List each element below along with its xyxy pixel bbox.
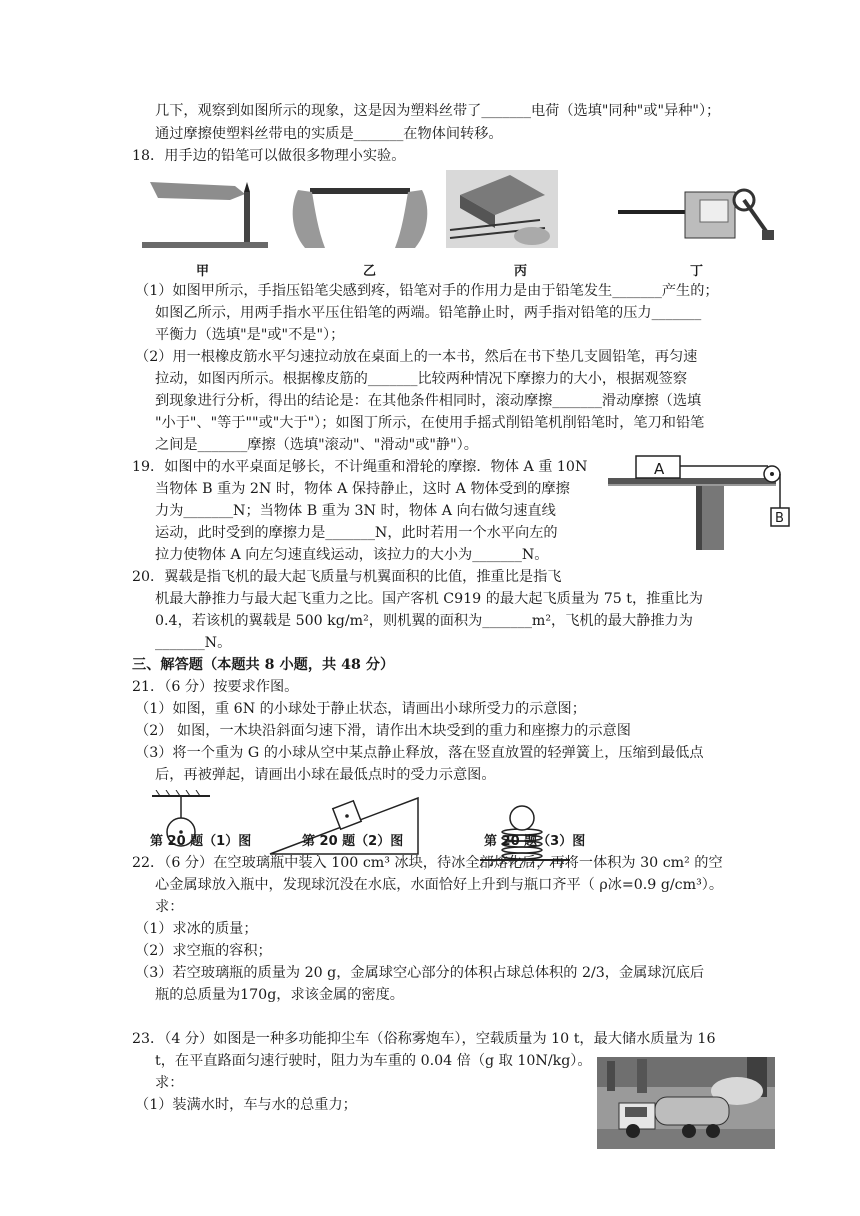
block-b-label: B (775, 511, 784, 526)
text-line: （3）将一个重为 G 的小球从空中某点静止释放，落在竖直放置的轻弹簧上，压缩到最低点 (135, 745, 704, 761)
text-line: t，在平直路面匀速行驶时，阻力为车重的 0.04 倍（g 取 10N/kg）。 (155, 1053, 592, 1069)
caption-fig-3: 第 20 题（3）图 (484, 834, 586, 849)
text-line: 当物体 B 重为 2N 时，物体 A 保持静止，这时 A 物体受到的摩擦 (155, 481, 570, 497)
text-line: 平衡力（选填"是"或"不是"）； (155, 327, 345, 343)
pulley-table-figure (606, 452, 796, 552)
section-3-heading: 三、解答题（本题共 8 小题，共 48 分） (132, 657, 395, 673)
text-line: （2）用一根橡皮筋水平匀速拉动放在桌面上的一本书，然后在书下垫几支圆铅笔，再匀速 (135, 349, 698, 365)
text-line: （1）如图甲所示，手指压铅笔尖感到疼，铅笔对手的作用力是由于铅笔发生_______产生的； (135, 283, 719, 299)
figure-label-ding: 丁 (690, 264, 704, 279)
figure-bing (446, 170, 558, 248)
text-line: （1）如图，重 6N 的小球处于静止状态，请画出小球所受力的示意图； (135, 701, 586, 717)
text-line: 通过摩擦使塑料丝带电的实质是_______在物体间转移。 (155, 126, 503, 142)
question-23-title: 23．（4 分）如图是一种多功能抑尘车（俗称雾炮车），空载质量为 10 t，最大储水质量为 16 (132, 1031, 716, 1047)
dust-suppression-truck-photo (597, 1057, 775, 1149)
text-line: 瓶的总质量为170g，求该金属的密度。 (155, 987, 404, 1003)
text-line: 如图乙所示，用两手指水平压住铅笔的两端。铅笔静止时，两手指对铅笔的压力_______ (155, 305, 702, 321)
text-line: 几下，观察到如图所示的现象，这是因为塑料丝带了_______电荷（选填"同种"或"异种"）； (155, 103, 721, 119)
text-line: 心金属球放入瓶中，发现球沉没在水底，水面恰好上升到与瓶口齐平（ ρ冰=0.9 g/cm³）。 (155, 877, 724, 893)
incline-block-diagram (270, 798, 418, 858)
text-line: 拉动，如图丙所示。根据橡皮筋的_______比较两种情况下摩擦力的大小，根据观签察 (155, 371, 688, 387)
caption-fig-1: 第 20 题（1）图 (150, 834, 252, 849)
pencil-experiment-figures (140, 170, 780, 270)
figure-ding (618, 190, 774, 240)
text-line: 0.4，若该机的翼载是 500 kg/m²，则机翼的面积为_______m²，飞机的最大静推力为 (155, 613, 693, 629)
text-line: 求： (155, 899, 184, 915)
block-a-label: A (654, 460, 665, 478)
figure-label-jia: 甲 (196, 264, 210, 279)
text-line: （3）若空玻璃瓶的质量为 20 g，金属球空心部分的体积占球总体积的 2/3，金属球沉底后 (135, 965, 705, 981)
figure-label-yi: 乙 (363, 264, 377, 279)
text-line: 运动，此时受到的摩擦力是_______N，此时若用一个水平向左的 (155, 525, 558, 541)
text-line: "小于"、"等于""或"大于"）；如图丁所示，在使用手摇式削铅笔机削铅笔时，笔刀和铅笔 (155, 415, 705, 431)
question-22-title: 22．（6 分）在空玻璃瓶中装入 100 cm³ 冰块，待冰全部熔化后，再将一体积为 30 cm² 的空 (132, 855, 723, 871)
question-19-title: 19．如图中的水平桌面足够长，不计绳重和滑轮的摩擦．物体 A 重 10N (132, 459, 588, 475)
text-line: 后，再被弹起，请画出小球在最低点时的受力示意图。 (155, 767, 496, 783)
figure-label-bing: 丙 (514, 264, 528, 279)
figure-yi (293, 188, 428, 248)
text-line: 拉力使物体 A 向左匀速直线运动，该拉力的大小为_______N。 (155, 547, 549, 563)
text-line: （2）求空瓶的容积； (135, 943, 272, 959)
text-line: 到现象进行分析，得出的结论是：在其他条件相同时，滚动摩擦_______滑动摩擦（选填 (155, 393, 702, 409)
caption-fig-2: 第 20 题（2）图 (302, 834, 404, 849)
text-line: （1）装满水时，车与水的总重力； (135, 1097, 357, 1113)
question-20-title: 20．翼载是指飞机的最大起飞质量与机翼面积的比值，推重比是指飞 (132, 569, 562, 585)
text-line: （1）求冰的质量； (135, 921, 258, 937)
figure-jia (142, 182, 268, 248)
text-line: _______N。 (155, 635, 232, 651)
text-line: 机最大静推力与最大起飞重力之比。国产客机 C919 的最大起飞质量为 75 t，推重比为 (155, 591, 703, 607)
text-line: 力为_______N；当物体 B 重为 3N 时，物体 A 向右做匀速直线 (155, 503, 556, 519)
text-line: 求： (155, 1075, 184, 1091)
text-line: 之间是_______摩擦（选填"滚动"、"滑动"或"静"）。 (155, 437, 478, 453)
question-21-title: 21．（6 分）按要求作图。 (132, 679, 299, 695)
question-18-title: 18．用手边的铅笔可以做很多物理小实验。 (132, 148, 406, 164)
text-line: （2） 如图，一木块沿斜面匀速下滑，请作出木块受到的重力和座擦力的示意图 (135, 723, 631, 739)
